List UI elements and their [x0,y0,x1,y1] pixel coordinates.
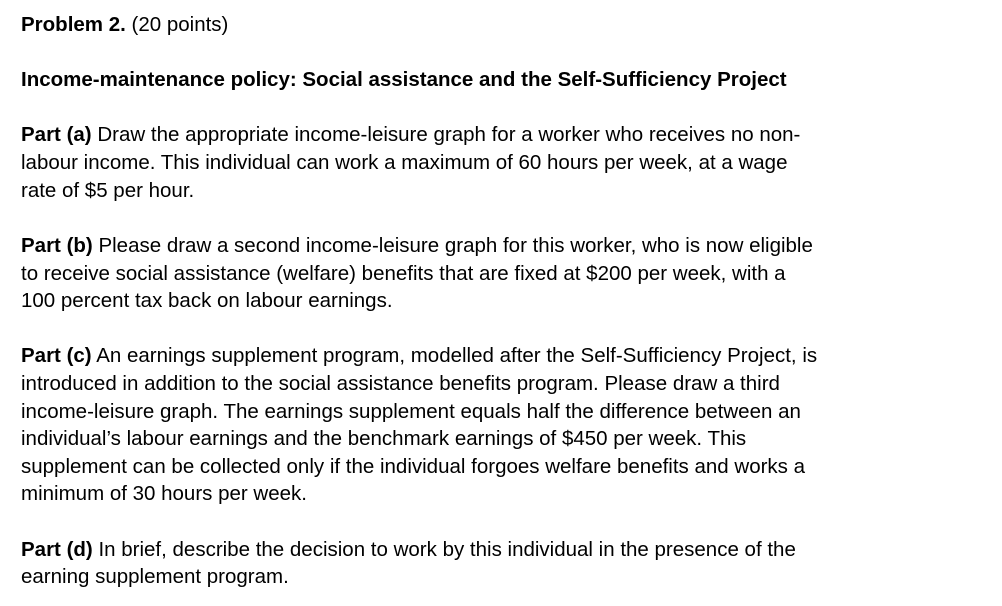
part-d-line-2: earning supplement program. [21,565,289,588]
part-a-label: Part (a) [21,123,92,146]
part-b-line-1 [21,234,813,258]
part-c-line-1 [21,344,817,368]
part-a-line-3: rate of $5 per hour. [21,179,195,202]
part-c-line-3: income-leisure graph. The earnings supplement equals half the difference between an [21,400,801,423]
part-c-line-6: minimum of 30 hours per week. [21,482,307,505]
part-b-text-1: Please draw a second income-leisure graph for this worker, who is now eligible [98,234,813,257]
part-d-text-1: In brief, describe the decision to work by this individual in the presence of the [98,538,796,561]
part-b-label: Part (b) [21,234,93,257]
part-c-line-2: introduced in addition to the social assistance benefits program. Please draw a third [21,372,780,395]
problem-label: Problem 2. [21,13,126,36]
problem-heading [21,13,228,37]
part-a-line-2: labour income. This individual can work a maximum of 60 hours per week, at a wage [21,151,788,174]
problem-points: (20 points) [131,13,229,36]
part-a-line-1 [21,123,800,147]
part-d-line-1 [21,538,796,562]
section-title: Income-maintenance policy: Social assistance and the Self-Sufficiency Project [21,68,787,91]
part-c-line-5: supplement can be collected only if the individual forgoes welfare benefits and works a [21,455,806,478]
part-c-label: Part (c) [21,344,92,367]
part-c-line-4: individual’s labour earnings and the benchmark earnings of $450 per week. This [21,427,747,450]
part-b-line-2: to receive social assistance (welfare) benefits that are fixed at $200 per week, with a [21,262,786,285]
part-b-line-3: 100 percent tax back on labour earnings. [21,289,393,312]
part-c-text-1: An earnings supplement program, modelled after the Self-Sufficiency Project, is [96,344,818,367]
part-a-text-1: Draw the appropriate income-leisure graph for a worker who receives no non- [97,123,801,146]
part-d-label: Part (d) [21,538,93,561]
